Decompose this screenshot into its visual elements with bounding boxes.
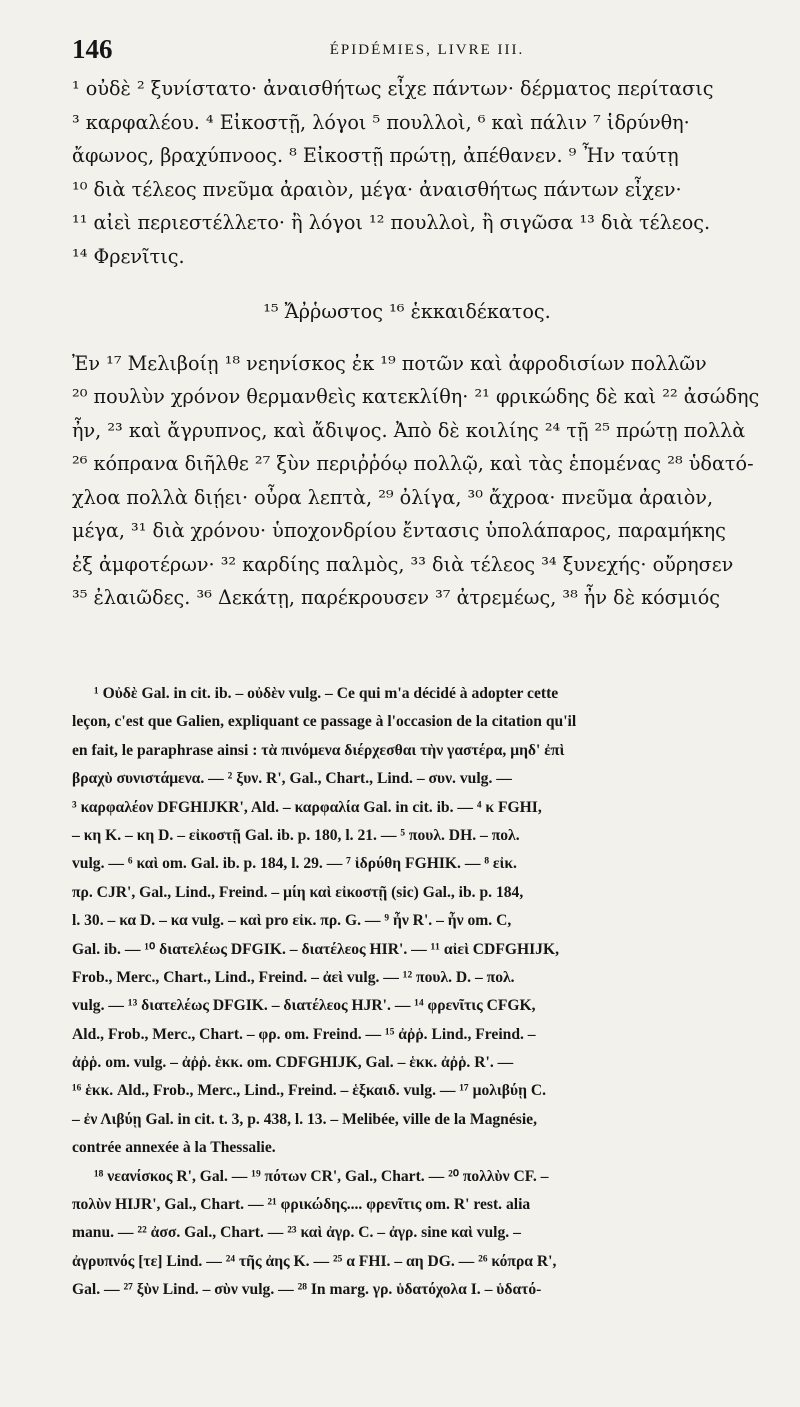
greek-main-text (72, 72, 760, 615)
page-header (72, 34, 752, 74)
footnote-line: manu. — ²² ἀσσ. Gal., Chart. — ²³ καὶ ἀγρ. C. – ἀγρ. sine καὶ vulg. – (72, 1224, 521, 1242)
text-line: ¹¹ αἰεὶ περιεστέλλετο· ἢ λόγοι ¹² πουλλοὶ, ἢ σιγῶσα ¹³ διὰ τέλεος. (72, 211, 711, 234)
footnote-line: ³ καρφαλέον DFGHIJKR', Ald. – καρφαλία Gal. in cit. ib. — ⁴ κ FGHI, (72, 798, 542, 816)
footnote-line: ¹⁸ νεανίσκος R', Gal. — ¹⁹ πότων CR', Gal., Chart. — ²⁰ πολλὺν CF. – (94, 1167, 549, 1185)
footnote-line: en fait, le paraphrase ainsi : τὰ πινόμενα διέρχεσθαι τὴν γαστέρα, μηδ' ἐπὶ (72, 741, 565, 759)
text-line: ²⁶ κόπρανα διῆλθε ²⁷ ξὺν περιῤῥόῳ πολλῷ, καὶ τὰς ἑπομένας ²⁸ ὑδατό- (72, 452, 754, 475)
footnote-line: πρ. CJR', Gal., Lind., Freind. – μίη καὶ εἰκοστῇ (sic) Gal., ib. p. 184, (72, 883, 524, 901)
text-line: ²⁰ πουλὺν χρόνον θερμανθεὶς κατεκλίθη· ²¹ φρικώδης δὲ καὶ ²² ἀσώδης (72, 385, 760, 408)
text-line: χλοα πολλὰ διῄει· οὖρα λεπτὰ, ²⁹ ὀλίγα, ³⁰ ἄχροα· πνεῦμα ἀραιὸν, (72, 485, 714, 509)
footnote-line: vulg. — ¹³ διατελέως DFGIK. – διατέλεος HJR'. — ¹⁴ φρενῖτις CFGK, (72, 997, 536, 1015)
text-line: Ἐν ¹⁷ Μελιβοίῃ ¹⁸ νεηνίσκος ἐκ ¹⁹ ποτῶν καὶ ἀφροδισίων πολλῶν (72, 351, 707, 375)
footnote-line: ἀῤῥ. om. vulg. – ἀῤῥ. ἑκκ. om. CDFGHIJK, Gal. – ἑκκ. ἀῤῥ. R'. — (72, 1054, 514, 1072)
footnote-line: Gal. — ²⁷ ξὺν Lind. – σὺν vulg. — ²⁸ In marg. γρ. ὑδατόχολα I. – ὑδατό- (72, 1281, 542, 1299)
section-heading: ¹⁵ Ἄῤῥωστος ¹⁶ ἑκκαιδέκατος. (263, 300, 551, 323)
text-line: ἄφωνος, βραχύπνοος. ⁸ Εἰκοστῇ πρώτῃ, ἀπέθανεν. ⁹ Ἦν ταύτῃ (72, 144, 679, 167)
footnote-line: Gal. ib. — ¹⁰ διατελέως DFGIK. – διατέλεος HIR'. — ¹¹ αἰεὶ CDFGHIJK, (72, 940, 560, 958)
footnote-line: ἀγρυπνός [τε] Lind. — ²⁴ τῆς ἀης K. — ²⁵ α FHI. – αη DG. — ²⁶ κόπρα R', (72, 1252, 557, 1270)
footnotes (72, 680, 744, 1305)
text-line: ἐξ ἀμφοτέρων· ³² καρδίης παλμὸς, ³³ διὰ τέλεος ³⁴ ξυνεχής· οὔρησεν (72, 552, 734, 576)
spacer (72, 273, 742, 295)
footnote-line: leçon, c'est que Galien, expliquant ce passage à l'occasion de la citation qu'il (72, 713, 577, 731)
spacer (72, 329, 742, 347)
footnote-line: ¹ Οὐδὲ Gal. in cit. ib. – οὐδὲν vulg. – Ce qui m'a décidé à adopter cette (94, 685, 559, 702)
footnote-line: – κη K. – κη D. – εἰκοστῇ Gal. ib. p. 180, l. 21. — ⁵ πουλ. DH. – πολ. (72, 826, 520, 844)
footnote-line: ¹⁶ ἑκκ. Ald., Frob., Merc., Lind., Freind. – ἑξκαιδ. vulg. — ¹⁷ μολιβύῃ C. (72, 1082, 546, 1100)
text-line: μέγα, ³¹ διὰ χρόνου· ὑποχονδρίου ἔντασις ὑπολάπαρος, παραμήκης (72, 519, 726, 542)
footnote-line: l. 30. – κα D. – κα vulg. – καὶ pro εἰκ. πρ. G. — ⁹ ἦν R'. – ἦν om. C, (72, 912, 512, 930)
footnote-line: contrée annexée à la Thessalie. (72, 1139, 276, 1157)
text-line: ³⁵ ἐλαιῶδες. ³⁶ Δεκάτῃ, παρέκρουσεν ³⁷ ἀτρεμέως, ³⁸ ἦν δὲ κόσμιός (72, 586, 721, 609)
footnote-line: βραχὺ συνιστάμενα. — ² ξυν. R', Gal., Chart., Lind. – συν. vulg. — (72, 770, 512, 788)
text-line: ¹ οὐδὲ ² ξυνίστατο· ἀναισθήτως εἶχε πάντων· δέρματος περίτασις (72, 77, 714, 100)
footnote-line: Ald., Frob., Merc., Chart. – φρ. om. Freind. — ¹⁵ ἀῤῥ. Lind., Freind. – (72, 1025, 536, 1043)
text-line: ¹⁰ διὰ τέλεος πνεῦμα ἀραιὸν, μέγα· ἀναισθήτως πάντων εἶχεν· (72, 177, 682, 201)
running-title: ÉPIDÉMIES, LIVRE III. (329, 42, 525, 58)
footnote-line: – ἐν Λιβύῃ Gal. in cit. t. 3, p. 438, l. 13. – Melibée, ville de la Magnésie, (72, 1110, 537, 1128)
text-line: ¹⁴ Φρενῖτις. (72, 244, 185, 268)
text-line: ἦν, ²³ καὶ ἄγρυπνος, καὶ ἄδιψος. Ἀπὸ δὲ κοιλίης ²⁴ τῇ ²⁵ πρώτῃ πολλὰ (72, 418, 746, 442)
footnote-line: πολὺν HIJR', Gal., Chart. — ²¹ φρικώδης.... φρενῖτις om. R' rest. alia (72, 1196, 531, 1214)
page-number: 146 (72, 34, 113, 64)
text-line: ³ καρφαλέου. ⁴ Εἰκοστῇ, λόγοι ⁵ πουλλοὶ, ⁶ καὶ πάλιν ⁷ ἱδρύνθη· (72, 110, 690, 134)
footnote-line: Frob., Merc., Chart., Lind., Freind. – ἀεὶ vulg. — ¹² πουλ. D. – πολ. (72, 968, 515, 986)
footnote-line: vulg. — ⁶ καὶ om. Gal. ib. p. 184, l. 29. — ⁷ ἱδρύθη FGHIK. — ⁸ εἰκ. (72, 855, 517, 873)
